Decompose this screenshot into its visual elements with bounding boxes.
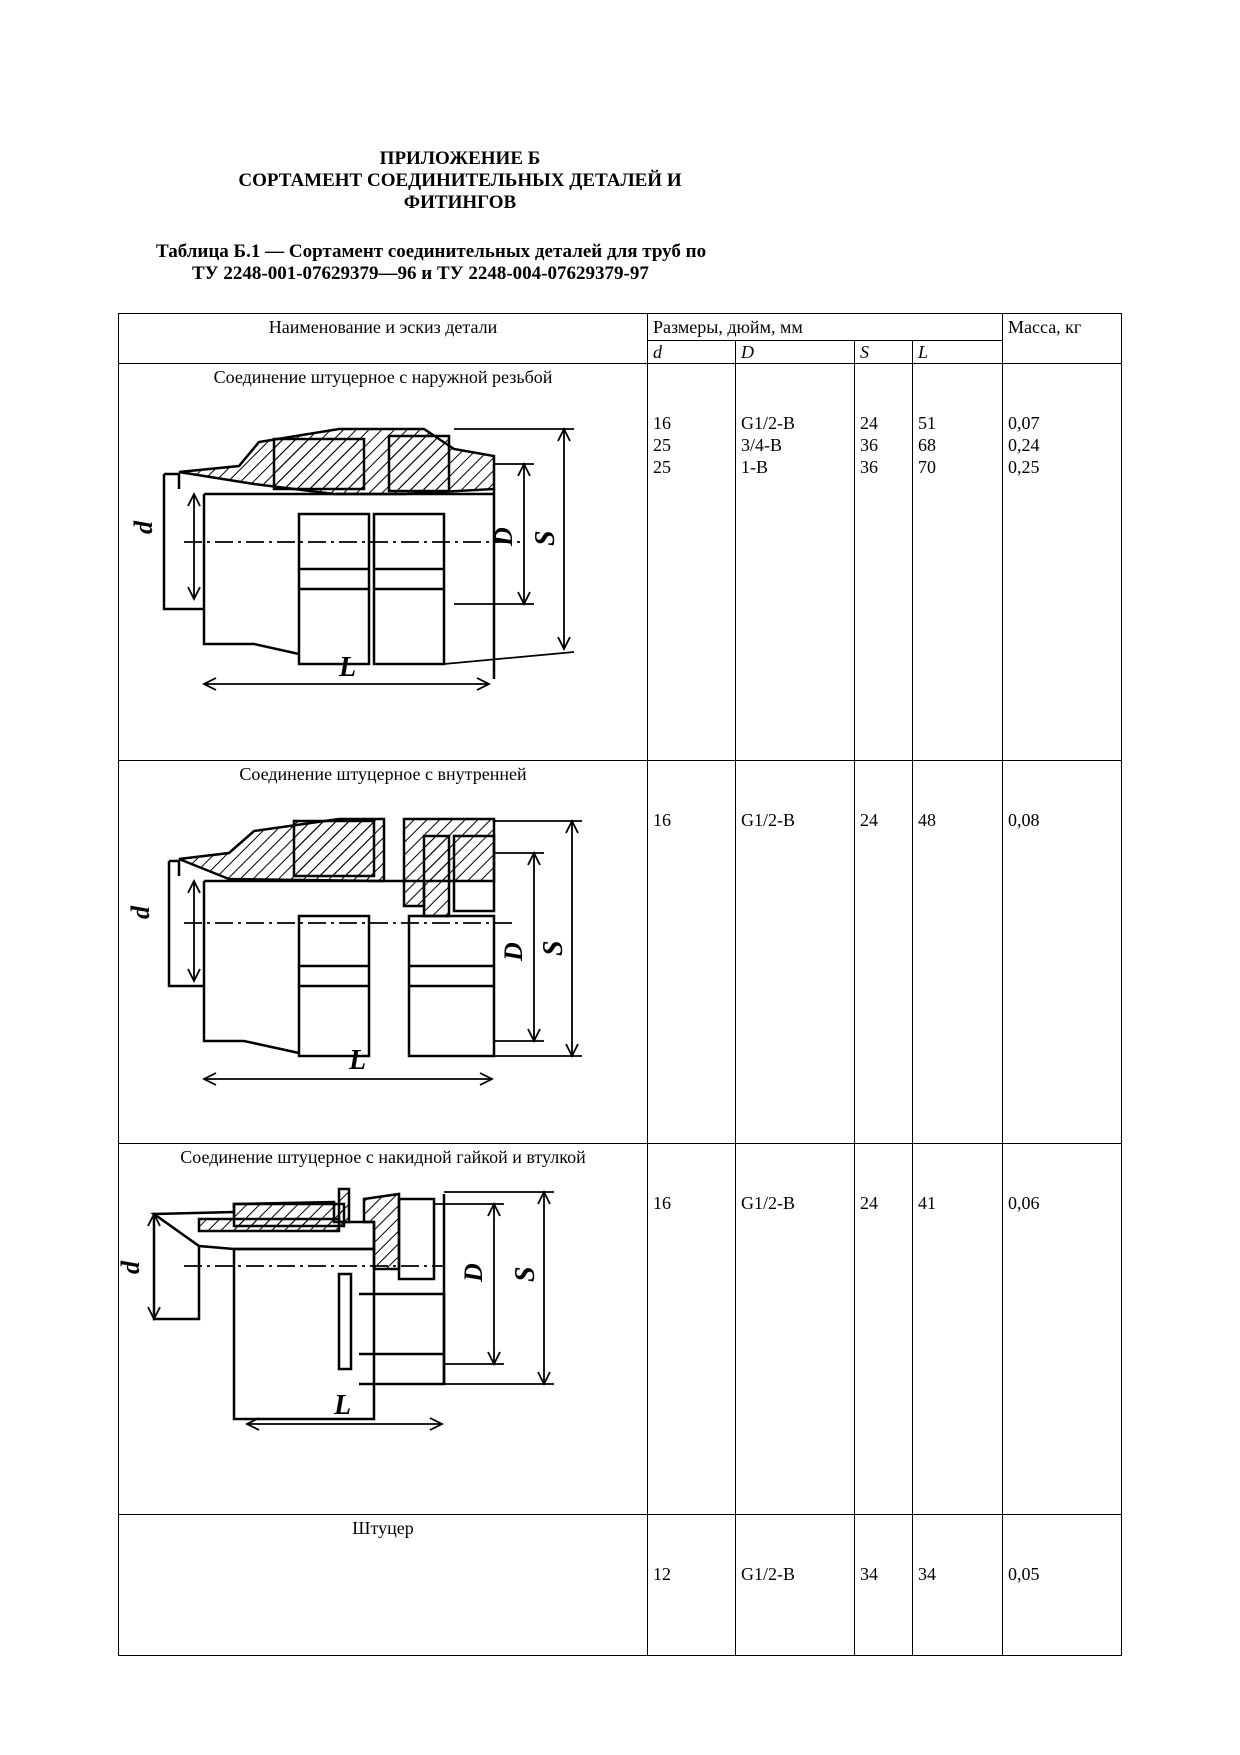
row-name-cell bbox=[116, 1144, 648, 1515]
assortment-table bbox=[118, 313, 1122, 1656]
dim-S-label: S bbox=[510, 1266, 541, 1282]
dim-D-label: D bbox=[499, 942, 528, 961]
cell-mass bbox=[1003, 364, 1122, 761]
sketch-union-nut-fitting bbox=[116, 1174, 624, 1459]
dim-L-label: L bbox=[334, 1390, 352, 1421]
heading-line-3: ФИТИНГОВ bbox=[403, 192, 517, 213]
value: 34 bbox=[918, 1564, 936, 1584]
sketch-internal-thread-fitting bbox=[124, 791, 624, 1091]
caption-line-2: ТУ 2248-001-07629379—96 и ТУ 2248-004-07629379-97 bbox=[192, 263, 649, 284]
value: 0,24 bbox=[1008, 435, 1040, 455]
value: 25 bbox=[653, 457, 671, 477]
cell-S bbox=[855, 1144, 913, 1515]
value: 16 bbox=[653, 810, 671, 830]
table-caption bbox=[156, 241, 776, 285]
cell-S bbox=[855, 1515, 913, 1656]
cell-D bbox=[736, 364, 855, 761]
row-title: Соединение штуцерное с наружной резьбой bbox=[213, 367, 553, 387]
cell-d bbox=[648, 1144, 736, 1515]
value: 12 bbox=[653, 1564, 671, 1584]
cell-L bbox=[913, 364, 1003, 761]
header-L: L bbox=[913, 341, 1003, 364]
value: G1/2-B bbox=[741, 1193, 795, 1213]
value: 34 bbox=[860, 1564, 878, 1584]
dim-L-label: L bbox=[339, 652, 357, 683]
header-row bbox=[119, 314, 1122, 341]
dim-d-label: d bbox=[116, 1261, 145, 1274]
header-sizes: Размеры, дюйм, мм bbox=[648, 314, 1003, 341]
value: 0,06 bbox=[1008, 1193, 1040, 1213]
cell-mass bbox=[1003, 1144, 1122, 1515]
dim-D-label: D bbox=[489, 527, 518, 546]
value: 3/4-B bbox=[741, 435, 783, 455]
value: 0,08 bbox=[1008, 810, 1040, 830]
row-name-cell bbox=[119, 761, 648, 1144]
dim-D-label: D bbox=[459, 1263, 488, 1282]
cell-L bbox=[913, 761, 1003, 1144]
table-row bbox=[119, 1515, 1122, 1656]
table-row bbox=[119, 1144, 1122, 1515]
value: 36 bbox=[860, 457, 878, 477]
value: 41 bbox=[918, 1193, 936, 1213]
header-D: D bbox=[736, 341, 855, 364]
cell-D bbox=[736, 1515, 855, 1656]
cell-L bbox=[913, 1515, 1003, 1656]
heading-line-1: ПРИЛОЖЕНИЕ Б bbox=[379, 148, 541, 169]
value: 48 bbox=[918, 810, 936, 830]
value: 24 bbox=[860, 1193, 878, 1213]
cell-mass bbox=[1003, 1515, 1122, 1656]
header-name: Наименование и эскиз детали bbox=[119, 314, 648, 364]
header-mass: Масса, кг bbox=[1003, 314, 1122, 364]
value: 25 bbox=[653, 435, 671, 455]
caption-line-1: Таблица Б.1 — Сортамент соединительных деталей для труб по bbox=[156, 241, 707, 262]
cell-S bbox=[855, 364, 913, 761]
cell-d bbox=[648, 761, 736, 1144]
heading-line-2: СОРТАМЕНТ СОЕДИНИТЕЛЬНЫХ ДЕТАЛЕЙ И bbox=[238, 170, 682, 191]
cell-d bbox=[648, 364, 736, 761]
row-title: Соединение штуцерное с внутренней bbox=[239, 764, 527, 784]
sketch-external-thread-fitting bbox=[124, 394, 624, 704]
value: 51 bbox=[918, 413, 936, 433]
value: 1-B bbox=[741, 457, 768, 477]
cell-mass bbox=[1003, 761, 1122, 1144]
table-row bbox=[119, 761, 1122, 1144]
cell-L bbox=[913, 1144, 1003, 1515]
value: 24 bbox=[860, 810, 878, 830]
value: 68 bbox=[918, 435, 936, 455]
dim-L-label: L bbox=[349, 1045, 367, 1076]
value: 24 bbox=[860, 413, 878, 433]
value: 16 bbox=[653, 413, 671, 433]
value: 36 bbox=[860, 435, 878, 455]
dim-d-label: d bbox=[129, 521, 158, 534]
cell-D bbox=[736, 1144, 855, 1515]
dim-S-label: S bbox=[530, 530, 561, 546]
value: 16 bbox=[653, 1193, 671, 1213]
value: 0,07 bbox=[1008, 413, 1040, 433]
table-row bbox=[119, 364, 1122, 761]
header-S: S bbox=[855, 341, 913, 364]
value: G1/2-B bbox=[741, 413, 795, 433]
value: 70 bbox=[918, 457, 936, 477]
row-name-cell bbox=[119, 1515, 648, 1656]
cell-S bbox=[855, 761, 913, 1144]
row-title: Соединение штуцерное с накидной гайкой и втулкой bbox=[180, 1147, 586, 1167]
cell-D bbox=[736, 761, 855, 1144]
cell-d bbox=[648, 1515, 736, 1656]
row-title: Штуцер bbox=[352, 1518, 414, 1538]
value: 0,05 bbox=[1008, 1564, 1040, 1584]
dim-d-label: d bbox=[126, 906, 155, 919]
header-d: d bbox=[648, 341, 736, 364]
appendix-heading bbox=[180, 148, 740, 214]
value: G1/2-B bbox=[741, 810, 795, 830]
row-name-cell bbox=[119, 364, 648, 761]
value: G1/2-B bbox=[741, 1564, 795, 1584]
value: 0,25 bbox=[1008, 457, 1040, 477]
dim-S-label: S bbox=[538, 940, 569, 956]
